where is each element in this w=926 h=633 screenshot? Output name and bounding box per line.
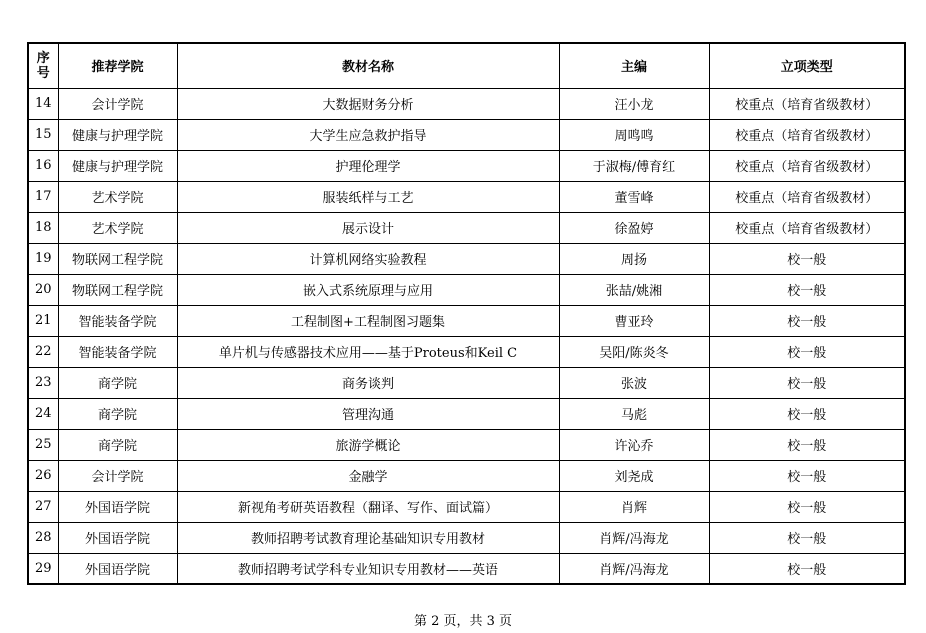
table-row xyxy=(28,243,905,274)
cell-serial-number: 26 xyxy=(28,460,58,491)
table-row xyxy=(28,522,905,553)
table-row xyxy=(28,88,905,119)
cell-project-type: 校一般 xyxy=(709,553,905,584)
cell-textbook-title: 工程制图+工程制图习题集 xyxy=(177,305,559,336)
cell-college: 会计学院 xyxy=(58,88,177,119)
cell-editor: 董雪峰 xyxy=(559,181,709,212)
cell-editor: 马彪 xyxy=(559,398,709,429)
cell-college: 外国语学院 xyxy=(58,522,177,553)
cell-textbook-title: 商务谈判 xyxy=(177,367,559,398)
cell-project-type: 校一般 xyxy=(709,367,905,398)
cell-editor: 肖辉/冯海龙 xyxy=(559,553,709,584)
table-header-row xyxy=(28,43,905,88)
cell-project-type: 校重点（培育省级教材） xyxy=(709,212,905,243)
cell-project-type: 校一般 xyxy=(709,305,905,336)
cell-college: 健康与护理学院 xyxy=(58,119,177,150)
cell-textbook-title: 大数据财务分析 xyxy=(177,88,559,119)
cell-textbook-title: 教师招聘考试学科专业知识专用教材——英语 xyxy=(177,553,559,584)
cell-textbook-title: 嵌入式系统原理与应用 xyxy=(177,274,559,305)
cell-textbook-title: 新视角考研英语教程（翻译、写作、面试篇） xyxy=(177,491,559,522)
table-row xyxy=(28,150,905,181)
table-row xyxy=(28,398,905,429)
cell-serial-number: 24 xyxy=(28,398,58,429)
cell-editor: 周鸣鸣 xyxy=(559,119,709,150)
cell-college: 商学院 xyxy=(58,429,177,460)
cell-editor: 肖辉 xyxy=(559,491,709,522)
cell-serial-number: 22 xyxy=(28,336,58,367)
table-row xyxy=(28,491,905,522)
cell-textbook-title: 单片机与传感器技术应用——基于Proteus和Keil C xyxy=(177,336,559,367)
cell-textbook-title: 护理伦理学 xyxy=(177,150,559,181)
cell-college: 艺术学院 xyxy=(58,181,177,212)
cell-college: 外国语学院 xyxy=(58,553,177,584)
header-serial-number xyxy=(28,43,58,88)
table-row xyxy=(28,429,905,460)
cell-serial-number: 23 xyxy=(28,367,58,398)
cell-editor: 肖辉/冯海龙 xyxy=(559,522,709,553)
cell-editor: 吴阳/陈炎冬 xyxy=(559,336,709,367)
cell-serial-number: 28 xyxy=(28,522,58,553)
cell-serial-number: 14 xyxy=(28,88,58,119)
cell-textbook-title: 服装纸样与工艺 xyxy=(177,181,559,212)
cell-college: 物联网工程学院 xyxy=(58,274,177,305)
cell-textbook-title: 展示设计 xyxy=(177,212,559,243)
cell-serial-number: 25 xyxy=(28,429,58,460)
cell-serial-number: 19 xyxy=(28,243,58,274)
table-row xyxy=(28,305,905,336)
cell-project-type: 校重点（培育省级教材） xyxy=(709,88,905,119)
cell-textbook-title: 旅游学概论 xyxy=(177,429,559,460)
cell-college: 商学院 xyxy=(58,398,177,429)
cell-project-type: 校一般 xyxy=(709,274,905,305)
cell-college: 会计学院 xyxy=(58,460,177,491)
table-row xyxy=(28,367,905,398)
table-row xyxy=(28,181,905,212)
cell-textbook-title: 计算机网络实验教程 xyxy=(177,243,559,274)
cell-editor: 汪小龙 xyxy=(559,88,709,119)
header-serial-line2: 号 xyxy=(36,65,50,81)
cell-college: 物联网工程学院 xyxy=(58,243,177,274)
cell-project-type: 校重点（培育省级教材） xyxy=(709,150,905,181)
cell-college: 外国语学院 xyxy=(58,491,177,522)
header-project-type: 立项类型 xyxy=(709,43,905,88)
table-row xyxy=(28,553,905,584)
cell-project-type: 校重点（培育省级教材） xyxy=(709,181,905,212)
cell-editor: 于淑梅/傅育红 xyxy=(559,150,709,181)
cell-project-type: 校一般 xyxy=(709,243,905,274)
cell-editor: 曹亚玲 xyxy=(559,305,709,336)
cell-editor: 徐盈婷 xyxy=(559,212,709,243)
table-body xyxy=(28,88,905,584)
cell-serial-number: 15 xyxy=(28,119,58,150)
cell-editor: 许沁乔 xyxy=(559,429,709,460)
textbook-list-table xyxy=(27,42,906,585)
cell-textbook-title: 教师招聘考试教育理论基础知识专用教材 xyxy=(177,522,559,553)
cell-college: 智能装备学院 xyxy=(58,336,177,367)
cell-project-type: 校一般 xyxy=(709,522,905,553)
cell-textbook-title: 金融学 xyxy=(177,460,559,491)
cell-project-type: 校一般 xyxy=(709,336,905,367)
header-editor: 主编 xyxy=(559,43,709,88)
cell-serial-number: 17 xyxy=(28,181,58,212)
cell-editor: 张波 xyxy=(559,367,709,398)
cell-serial-number: 20 xyxy=(28,274,58,305)
table-row xyxy=(28,119,905,150)
cell-college: 艺术学院 xyxy=(58,212,177,243)
table-row xyxy=(28,274,905,305)
table-row xyxy=(28,460,905,491)
cell-serial-number: 18 xyxy=(28,212,58,243)
cell-project-type: 校重点（培育省级教材） xyxy=(709,119,905,150)
cell-editor: 刘尧成 xyxy=(559,460,709,491)
header-textbook-title: 教材名称 xyxy=(177,43,559,88)
header-serial-line1: 序 xyxy=(36,50,50,66)
table-row xyxy=(28,212,905,243)
page-number-footer: 第 2 页，共 3 页 xyxy=(413,614,513,629)
cell-project-type: 校一般 xyxy=(709,398,905,429)
cell-serial-number: 29 xyxy=(28,553,58,584)
cell-serial-number: 16 xyxy=(28,150,58,181)
cell-textbook-title: 大学生应急救护指导 xyxy=(177,119,559,150)
cell-editor: 周扬 xyxy=(559,243,709,274)
cell-serial-number: 21 xyxy=(28,305,58,336)
table-row xyxy=(28,336,905,367)
header-college: 推荐学院 xyxy=(58,43,177,88)
cell-textbook-title: 管理沟通 xyxy=(177,398,559,429)
cell-project-type: 校一般 xyxy=(709,429,905,460)
cell-college: 健康与护理学院 xyxy=(58,150,177,181)
cell-college: 商学院 xyxy=(58,367,177,398)
cell-college: 智能装备学院 xyxy=(58,305,177,336)
cell-serial-number: 27 xyxy=(28,491,58,522)
cell-project-type: 校一般 xyxy=(709,491,905,522)
cell-editor: 张喆/姚湘 xyxy=(559,274,709,305)
cell-project-type: 校一般 xyxy=(709,460,905,491)
